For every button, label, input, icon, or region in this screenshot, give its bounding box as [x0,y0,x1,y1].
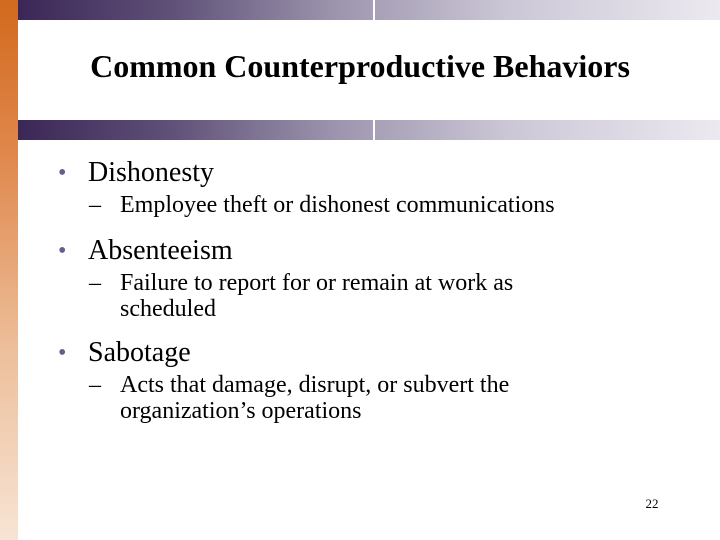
slide-title: Common Counterproductive Behaviors [90,48,630,84]
sub-bullet-line: Acts that damage, disrupt, or subvert the [120,372,510,398]
dash-icon: – [89,270,101,296]
sub-bullet-line: Employee theft or dishonest communications [120,192,555,218]
sub-bullet-absenteeism [89,270,678,322]
sub-bullet-sabotage [89,372,678,424]
top-decorative-band [18,0,720,20]
bullet-absenteeism [58,234,678,268]
bullet-icon: • [58,160,67,186]
dash-icon: – [89,192,101,218]
left-decorative-strip [0,0,18,540]
bullet-dishonesty [58,156,678,190]
band-divider [373,0,375,20]
bullet-sabotage [58,336,678,370]
sub-bullet-line: organization’s operations [120,398,362,424]
band-divider [373,120,375,140]
bullet-label: Sabotage [88,337,191,368]
bullet-icon: • [58,340,67,366]
dash-icon: – [89,372,101,398]
title-underline-band [18,120,720,140]
bullet-label: Absenteeism [88,235,233,266]
sub-bullet-dishonesty [89,192,678,218]
page-number: 22 [645,496,659,511]
sub-bullet-line: Failure to report for or remain at work as [120,270,514,296]
sub-bullet-line: scheduled [120,296,216,322]
bullet-icon: • [58,238,67,264]
bullet-label: Dishonesty [88,157,214,188]
slide-content [58,156,678,424]
